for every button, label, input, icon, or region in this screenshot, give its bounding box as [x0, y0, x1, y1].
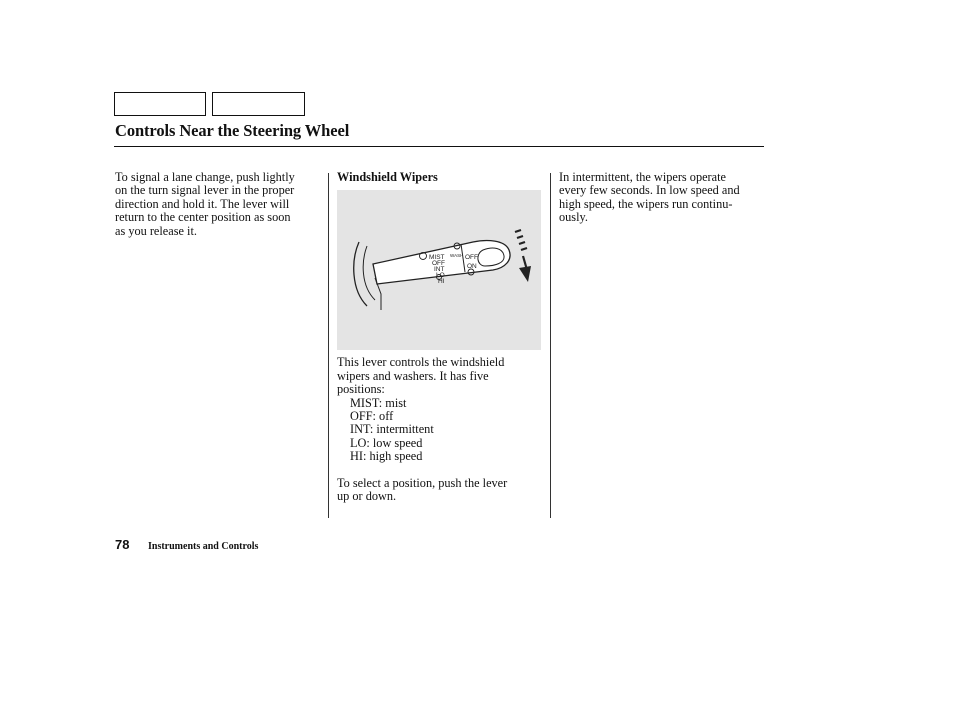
body-line: as you release it.: [115, 223, 197, 238]
position-item: HI: high speed: [350, 449, 423, 464]
body-line: wipers and washers. It has five: [337, 368, 489, 383]
lever-label-mist: MIST: [429, 254, 445, 262]
body-line: on the turn signal lever in the proper: [115, 183, 295, 198]
lever-label-hi: HI: [438, 278, 445, 286]
body-line: every few seconds. In low speed and: [559, 183, 740, 198]
lever-label-wash: WASH: [450, 253, 464, 259]
column-divider-2: [550, 173, 551, 518]
body-line: ously.: [559, 210, 588, 225]
down-arrow-icon: [515, 230, 531, 282]
body-line: To select a position, push the lever: [337, 476, 508, 491]
position-item: INT: intermittent: [350, 422, 434, 437]
position-item: OFF: off: [350, 409, 394, 424]
body-line: return to the center position as soon: [115, 210, 291, 225]
position-item: MIST: mist: [350, 395, 407, 410]
position-item: LO: low speed: [350, 435, 423, 450]
left-column: [115, 171, 320, 238]
nav-box-previous[interactable]: [114, 92, 206, 116]
lever-label-int: INT: [434, 266, 445, 274]
lever-label-off: OFF: [432, 260, 445, 268]
body-line: up or down.: [337, 489, 397, 504]
page-number: 78: [115, 537, 130, 552]
body-line: This lever controls the windshield: [337, 355, 505, 370]
footer-section-title: Instruments and Controls: [148, 541, 259, 552]
middle-column: [337, 171, 542, 504]
wiper-lever-drawing: [337, 190, 541, 350]
lever-label-off-right: OFF: [465, 254, 478, 262]
lever-label-on: ON: [467, 263, 477, 271]
section-heading: Windshield Wipers: [337, 170, 438, 184]
lever-label-lo: LO: [436, 272, 445, 280]
body-line: To signal a lane change, push lightly: [115, 170, 295, 184]
body-line: In intermittent, the wipers operate: [559, 170, 726, 184]
body-line: direction and hold it. The lever will: [115, 196, 290, 211]
paragraph-gap: [337, 464, 542, 477]
body-line: high speed, the wipers run continu-: [559, 196, 733, 211]
title-divider: [114, 146, 764, 147]
nav-box-next[interactable]: [212, 92, 305, 116]
column-divider-1: [328, 173, 329, 518]
body-line: positions:: [337, 382, 385, 397]
right-column: [559, 171, 764, 225]
wiper-lever-illustration: [337, 190, 541, 350]
page-title: Controls Near the Steering Wheel: [115, 121, 350, 140]
